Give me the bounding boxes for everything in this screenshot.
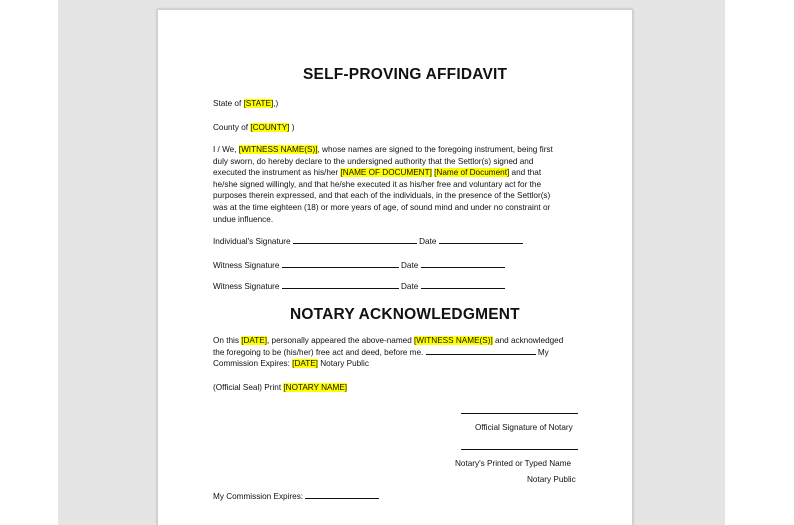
individual-date-line[interactable] [439, 242, 523, 244]
date-label: Date [401, 261, 419, 270]
notary-title: NOTARY ACKNOWLEDGMENT [290, 306, 520, 323]
p1-line: he/she signed willingly, and that he/she executed it as his/her free and voluntary act for the [213, 179, 541, 189]
commission-expires-label: My Commission Expires: [213, 492, 304, 501]
individual-signature-label: Individual's Signature [213, 237, 291, 246]
p1-text: and that [509, 168, 542, 178]
county-field[interactable]: [COUNTY] [250, 123, 290, 132]
witness-signature-label: Witness Signature [213, 261, 280, 270]
county-label: County of [213, 123, 251, 132]
witness-names-field[interactable]: [WITNESS NAME(S)] [238, 145, 318, 154]
commission-date-field[interactable]: [DATE] [292, 359, 318, 369]
p1-text: I / We, [213, 145, 239, 154]
document-title: SELF-PROVING AFFIDAVIT [303, 66, 508, 83]
n1-text: , personally appeared the above-named [267, 336, 415, 345]
n1-text: On this [213, 336, 242, 345]
witness-signature-line[interactable] [282, 266, 399, 268]
printed-name-label: Notary's Printed or Typed Name [455, 459, 572, 468]
n2-text: My [537, 347, 549, 357]
witness-signature-row-2 [213, 281, 505, 292]
n2-text: the foregoing to be (his/her) free act and deed, before me. [213, 347, 424, 357]
witness-date-line[interactable] [421, 266, 505, 268]
witness-date-line[interactable] [421, 287, 505, 289]
document-name-field-alt[interactable]: [Name of Document] [434, 168, 510, 178]
state-suffix: ,) [273, 99, 279, 108]
printed-name-line[interactable] [461, 449, 578, 450]
p1-text: , whose names are signed to the foregoing instrument, being first [317, 145, 553, 154]
n1-text: and acknowledged [492, 336, 564, 345]
notary-blank-line[interactable] [426, 353, 536, 355]
affidavit-paragraph [213, 144, 553, 225]
n3-text: Commission Expires: [213, 359, 293, 369]
individual-signature-line[interactable] [293, 242, 417, 244]
document-name-field[interactable]: [NAME OF DOCUMENT] [340, 168, 432, 178]
n3-text: Notary Public [317, 359, 369, 369]
notary-name-field[interactable]: [NOTARY NAME] [283, 383, 348, 392]
p1-line: undue influence. [213, 214, 274, 224]
date-label: Date [419, 237, 437, 246]
official-signature-line[interactable] [461, 413, 578, 414]
p1-line: purposes therein expressed, and that each of the individuals, in the presence of the Settlor(s) [213, 191, 551, 201]
witness-signature-label: Witness Signature [213, 282, 280, 291]
individual-signature-row [213, 236, 523, 247]
official-signature-label: Official Signature of Notary [475, 423, 573, 432]
p1-line: was at the time eighteen (18) or more years of age, of sound mind and under no constraint or [213, 202, 551, 212]
date-label: Date [401, 282, 419, 291]
county-suffix: ) [289, 123, 295, 132]
p1-line: duly sworn, do hereby declare to the undersigned authority that the Settlor(s) signed and [213, 156, 534, 166]
commission-expires-line[interactable] [305, 497, 379, 499]
document-page [157, 9, 633, 525]
seal-label: (Official Seal) Print [213, 383, 284, 392]
notary-public-label: Notary Public [527, 475, 576, 484]
county-line [213, 122, 294, 133]
notary-witness-field[interactable]: [WITNESS NAME(S)] [414, 336, 493, 345]
state-label: State of [213, 99, 244, 108]
witness-signature-row-1 [213, 260, 505, 271]
commission-expires-row [213, 491, 379, 502]
witness-signature-line[interactable] [282, 287, 399, 289]
p1-text: executed the instrument as his/her [213, 168, 341, 178]
notary-paragraph [213, 335, 563, 370]
official-seal-line [213, 382, 347, 393]
state-field[interactable]: [STATE] [243, 99, 274, 108]
state-line [213, 98, 278, 109]
notary-date-field[interactable]: [DATE] [241, 336, 267, 345]
